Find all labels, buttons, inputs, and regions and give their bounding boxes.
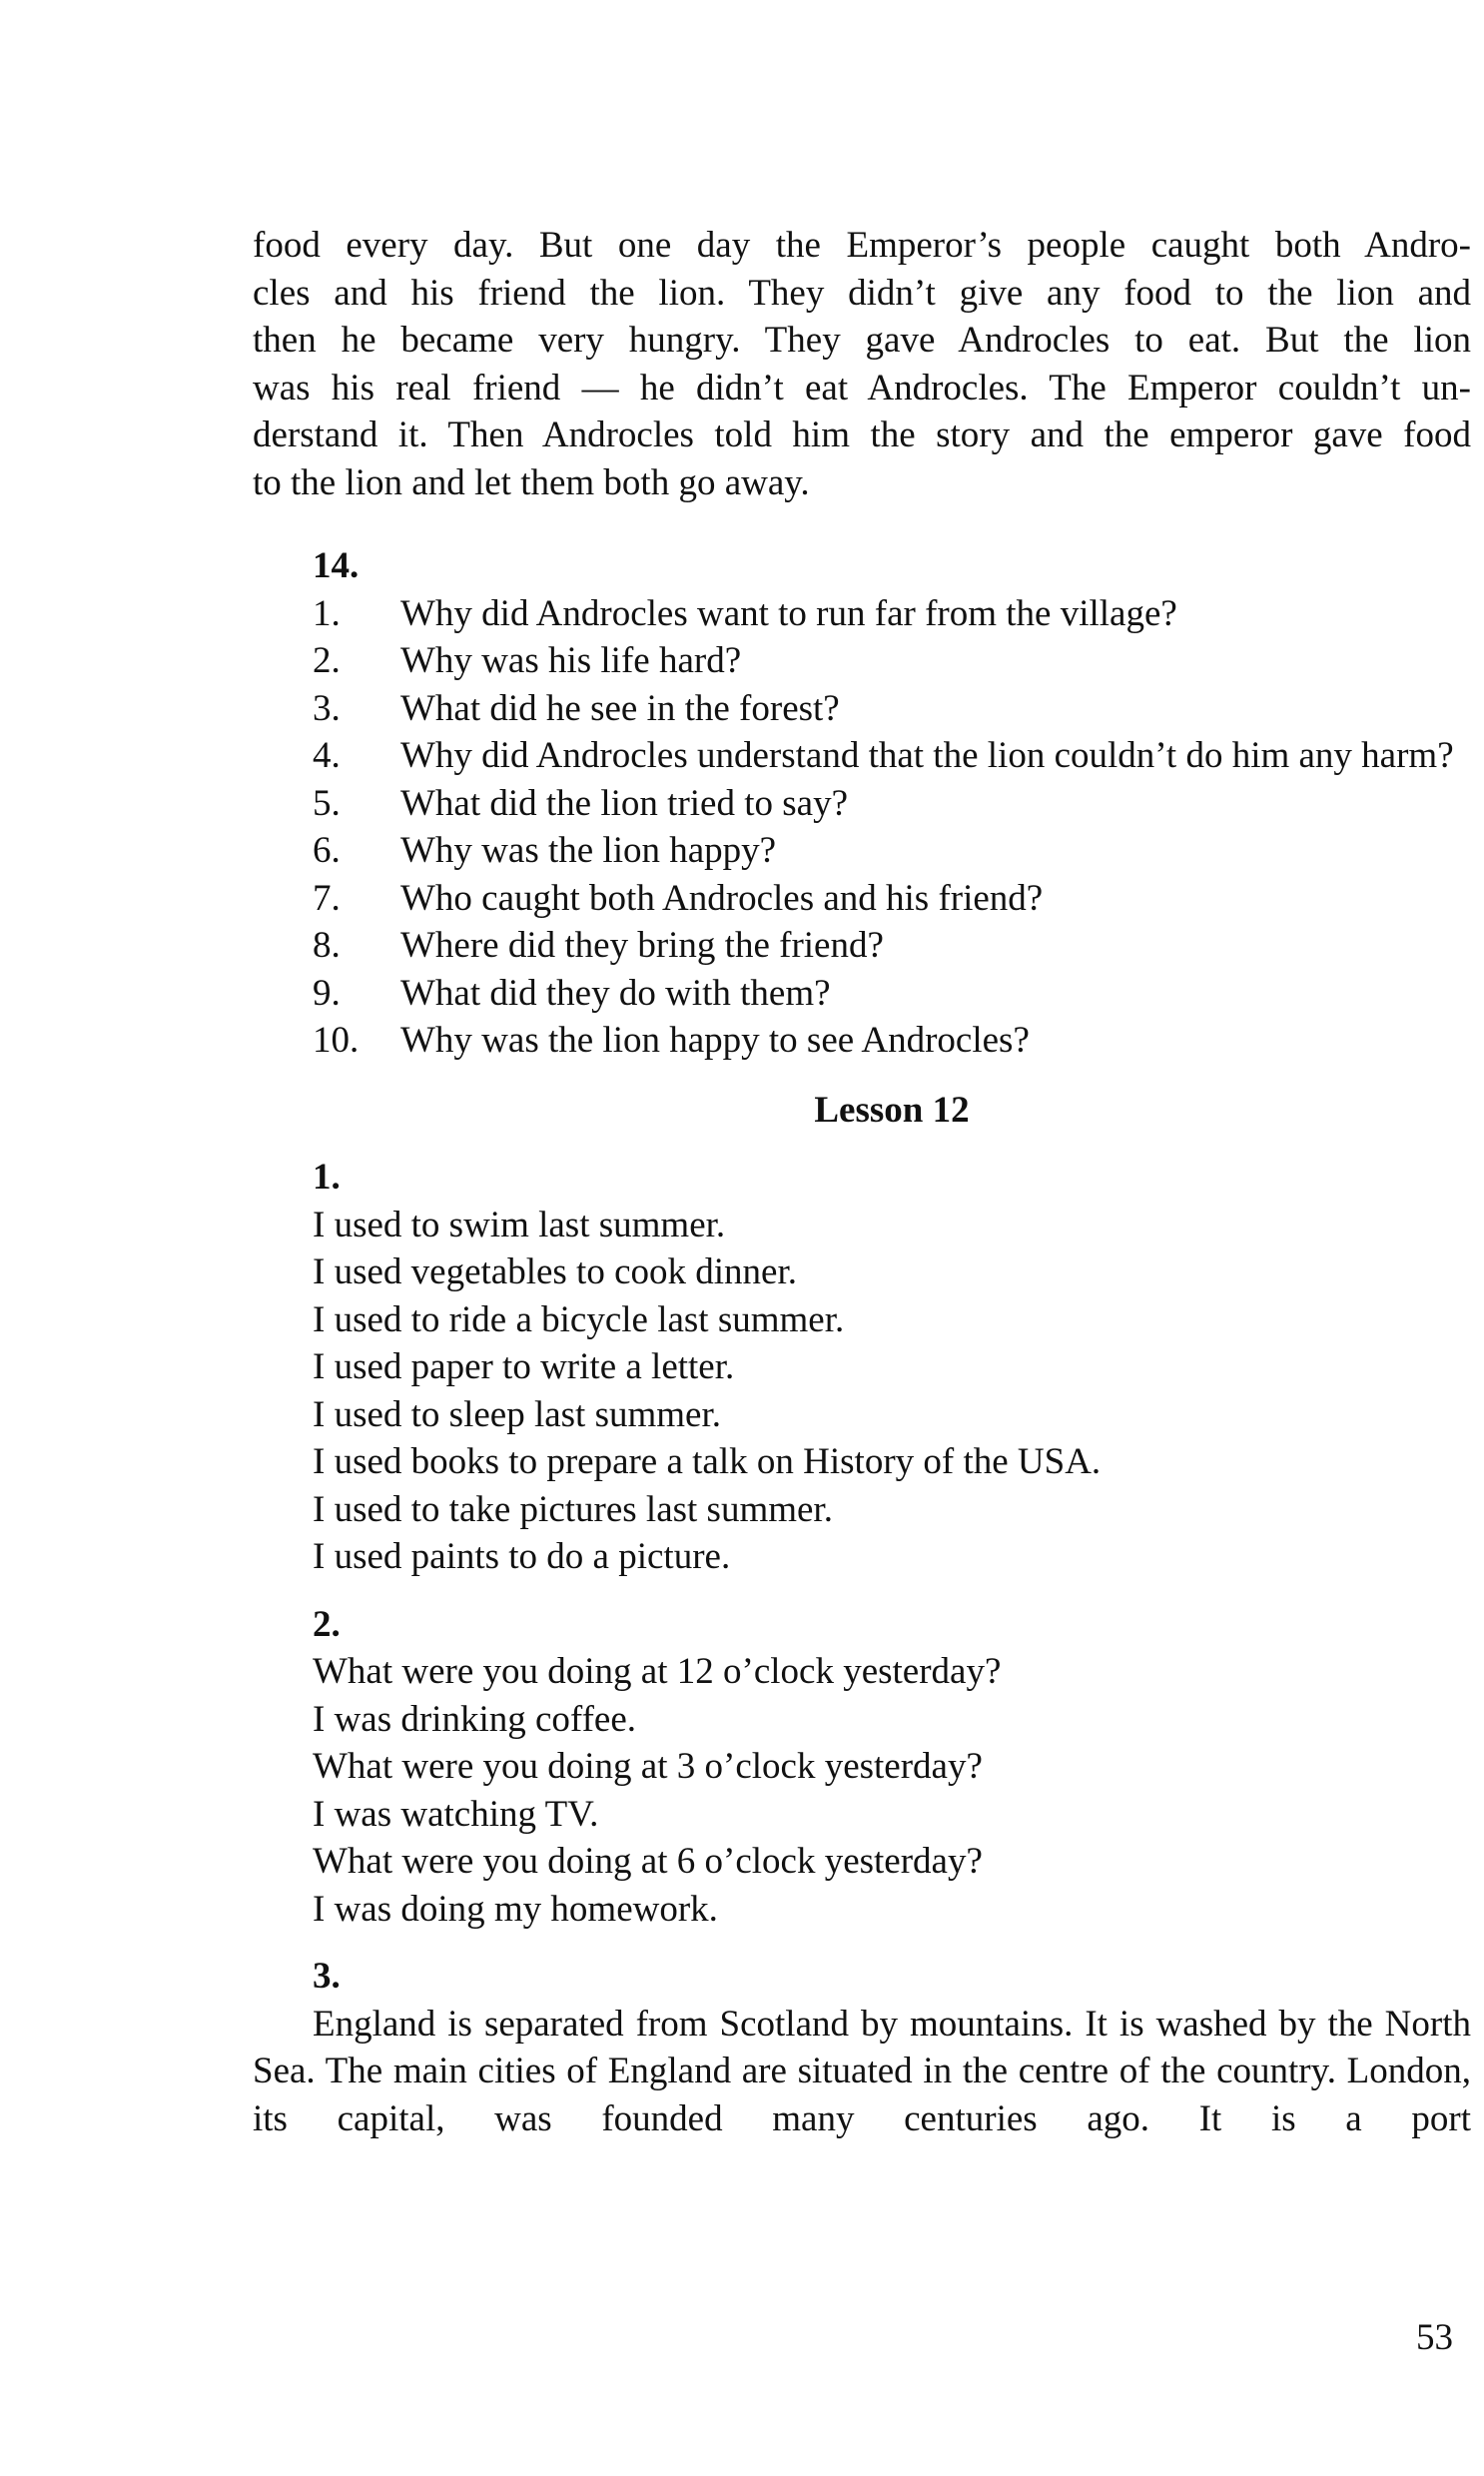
exercise-1 (253, 1154, 1471, 1581)
question-number: 8. (313, 925, 341, 966)
paragraph-line: derstand it. Then Androcles told him the story and the emperor gave food (253, 414, 1471, 455)
dialogue-line: I was watching TV. (313, 1793, 599, 1835)
dialogue-line: What were you doing at 6 o’clock yesterday? (313, 1841, 983, 1882)
sentence-line: I used paints to do a picture. (313, 1536, 731, 1577)
question-number: 9. (313, 972, 341, 1014)
dialogue-list (313, 1648, 1471, 1933)
paragraph-line: then he became very hungry. They gave Androcles to eat. But the lion (253, 320, 1471, 361)
lesson-heading: Lesson 12 (814, 1089, 970, 1131)
question-item (313, 970, 1471, 1018)
exercise-3 (253, 1953, 1471, 2142)
question-text: What did they do with them? (400, 972, 831, 1014)
sentence-list (313, 1202, 1471, 1581)
question-item (313, 875, 1471, 923)
question-text: Who caught both Androcles and his friend? (400, 877, 1044, 919)
question-item (313, 590, 1471, 638)
sentence-line: I used to ride a bicycle last summer. (313, 1298, 845, 1340)
question-list (313, 590, 1471, 1065)
dialogue-line: What were you doing at 12 o’clock yesterday? (313, 1651, 1002, 1692)
exercise-2 (253, 1601, 1471, 1934)
question-item (313, 1017, 1471, 1065)
question-number: 3. (313, 687, 341, 729)
paragraph-line: cles and his friend the lion. They didn’t give any food to the lion and (253, 272, 1471, 314)
paragraph-line: to the lion and let them both go away. (253, 461, 810, 503)
story-continuation-paragraph (253, 222, 1471, 506)
question-item (313, 732, 1471, 780)
exercise-number: 14. (313, 545, 360, 586)
question-item (313, 922, 1471, 970)
question-number: 5. (313, 782, 341, 824)
question-number: 2. (313, 640, 341, 681)
question-item (313, 685, 1471, 733)
exercise-number: 2. (313, 1603, 341, 1645)
dialogue-line: What were you doing at 3 o’clock yesterday? (313, 1746, 983, 1787)
dialogue-line: I was drinking coffee. (313, 1698, 636, 1740)
question-text: Where did they bring the friend? (400, 925, 884, 966)
question-item (313, 780, 1471, 828)
question-number: 1. (313, 592, 341, 634)
sentence-line: I used to sleep last summer. (313, 1393, 721, 1435)
page-number: 53 (1416, 2317, 1453, 2358)
question-text: What did the lion tried to say? (400, 782, 848, 824)
question-text: Why was the lion happy? (400, 830, 777, 871)
sentence-line: I used vegetables to cook dinner. (313, 1251, 797, 1292)
question-text: Why was the lion happy to see Androcles? (400, 1020, 1030, 1061)
question-item (313, 827, 1471, 875)
page-content (253, 222, 1471, 2142)
sentence-line: I used books to prepare a talk on History of the USA. (313, 1441, 1102, 1482)
paragraph-line: food every day. But one day the Emperor’s people caught both Andro- (253, 225, 1471, 266)
sentence-line: I used paper to write a letter. (313, 1346, 735, 1387)
question-number: 7. (313, 877, 341, 919)
sentence-line: I used to take pictures last summer. (313, 1488, 833, 1530)
question-item (313, 637, 1471, 685)
exercise-paragraph: England is separated from Scotland by mountains. It is washed by the North Sea. The main cities of England are situated in the centre of the country. London, its capital, was founded many centuries ago. It is a port (253, 2003, 1471, 2139)
sentence-line: I used to swim last summer. (313, 1204, 726, 1245)
exercise-number: 3. (313, 1956, 341, 1997)
question-number: 10. (313, 1020, 360, 1061)
question-text: Why did Androcles understand that the lion couldn’t do him any harm? (400, 735, 1454, 776)
exercise-number: 1. (313, 1157, 341, 1198)
paragraph-line: was his real friend — he didn’t eat Androcles. The Emperor couldn’t un- (253, 367, 1471, 409)
question-number: 6. (313, 830, 341, 871)
exercise-14 (253, 542, 1471, 1065)
dialogue-line: I was doing my homework. (313, 1888, 718, 1930)
question-number: 4. (313, 735, 341, 776)
question-text: Why was his life hard? (400, 640, 742, 681)
question-text: Why did Androcles want to run far from the village? (400, 592, 1177, 634)
question-text: What did he see in the forest? (400, 687, 840, 729)
